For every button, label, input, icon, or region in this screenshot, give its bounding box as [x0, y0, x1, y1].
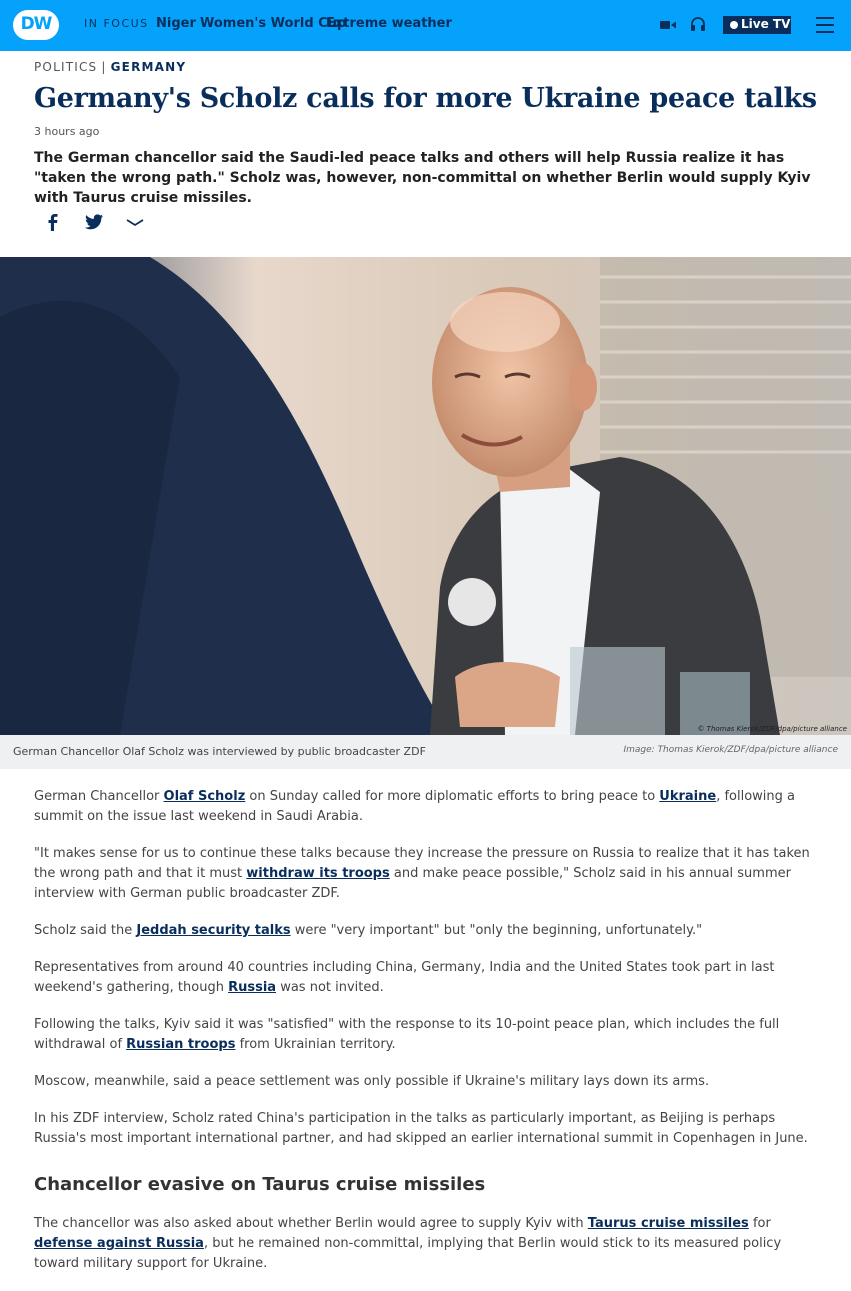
link-russia[interactable]: Russia — [228, 980, 277, 995]
link-defense-against-russia[interactable]: defense against Russia — [34, 1236, 204, 1251]
text-span: "It makes sense for us to continue these talks because they increase the pressure on Russia to realize that it has taken the wrong path and that it must — [34, 846, 810, 881]
facebook-icon[interactable] — [42, 212, 64, 232]
video-icon[interactable] — [660, 18, 676, 32]
text-span: , but he remained non-committal, implying that Berlin would stick to its measured policy toward military support for Ukraine. — [34, 1236, 782, 1271]
nav-link-womens-world-cup[interactable]: Women's World Cup — [200, 16, 347, 31]
link-withdraw-troops[interactable]: withdraw its troops — [246, 866, 390, 881]
dw-logo[interactable] — [13, 10, 59, 40]
body-paragraph-6: Moscow, meanwhile, said a peace settlement was only possible if Ukraine's military lays down its arms. — [34, 1074, 710, 1089]
link-russian-troops[interactable]: Russian troops — [126, 1037, 236, 1052]
text-span: from Ukrainian territory. — [235, 1037, 396, 1052]
article-kicker — [34, 60, 186, 74]
image-credit: Image: Thomas Kierok/ZDF/dpa/picture alliance — [623, 745, 838, 755]
body-paragraph-4 — [34, 958, 824, 998]
body-paragraph-3 — [34, 921, 824, 941]
text-span: on Sunday called for more diplomatic efforts to bring peace to — [245, 789, 660, 804]
link-jeddah-talks[interactable]: Jeddah security talks — [136, 923, 291, 938]
link-ukraine[interactable]: Ukraine — [659, 789, 717, 804]
link-taurus-missiles[interactable]: Taurus cruise missiles — [587, 1216, 749, 1231]
text-span: The chancellor was also asked about whether Berlin would agree to supply Kyiv with — [34, 1216, 588, 1231]
link-olaf-scholz[interactable]: Olaf Scholz — [163, 789, 246, 804]
hero-overlay-credit: © Thomas Kierok/ZDF/dpa/picture alliance — [697, 725, 847, 733]
text-span: , following a summit on the issue last weekend in Saudi Arabia. — [34, 789, 796, 824]
article-lead: The German chancellor said the Saudi-led peace talks and others will help Russia realize it has "taken the wrong path." Scholz was, however, non-committal on whether Berlin would supply Kyiv with Taurus cruise missiles. — [34, 150, 811, 206]
kicker-separator: | — [101, 60, 107, 74]
body-paragraph-2 — [34, 844, 824, 904]
hamburger-menu-icon[interactable] — [816, 17, 834, 33]
nav-link-niger[interactable]: Niger — [156, 16, 196, 31]
body-paragraph-5 — [34, 1015, 824, 1055]
live-tv-label: Live TV — [741, 17, 791, 31]
body-paragraph-8 — [34, 1214, 824, 1274]
hero-image — [0, 257, 851, 735]
section-subheading: Chancellor evasive on Taurus cruise missiles — [34, 1174, 486, 1195]
live-dot-icon — [730, 21, 738, 29]
text-span: Following the talks, Kyiv said it was "satisfied" with the response to its 10-point peace plan, which includes the full withdrawal of — [34, 1017, 780, 1052]
text-span: and make peace possible," Scholz said in his annual summer interview with German public broadcaster ZDF. — [34, 866, 791, 901]
text-span: were "very important" but "only the beginning, unfortunately." — [290, 923, 703, 938]
text-span: German Chancellor — [34, 789, 164, 804]
top-nav-bar — [0, 0, 851, 51]
live-tv-button[interactable] — [723, 16, 791, 34]
image-caption-bar — [0, 735, 851, 769]
article-headline: Germany's Scholz calls for more Ukraine peace talks — [34, 83, 817, 114]
body-paragraph-1 — [34, 787, 824, 827]
nav-link-extreme-weather[interactable]: Extreme weather — [326, 16, 452, 31]
image-caption: German Chancellor Olaf Scholz was interviewed by public broadcaster ZDF — [13, 745, 426, 758]
twitter-icon[interactable] — [83, 212, 105, 232]
body-paragraph-7: In his ZDF interview, Scholz rated China's participation in the talks as particularly important, as Beijing is perhaps Russia's most important international partner, and had skipped an earlier international summit in Copenhagen in June. — [34, 1111, 808, 1146]
text-span: for — [748, 1216, 771, 1231]
text-span: Representatives from around 40 countries including China, Germany, India and the United States took part in last weekend's gathering, though — [34, 960, 775, 995]
hero-photo — [0, 257, 851, 735]
article-body — [34, 787, 824, 1291]
article-timestamp: 3 hours ago — [34, 125, 100, 138]
region-link[interactable]: GERMANY — [110, 60, 187, 74]
headphones-icon[interactable] — [690, 16, 706, 32]
chevron-down-icon[interactable] — [124, 212, 146, 232]
category-label[interactable]: POLITICS — [34, 60, 98, 74]
text-span: Scholz said the — [34, 923, 137, 938]
text-span: was not invited. — [276, 980, 384, 995]
dw-logo-text: DW — [20, 14, 52, 34]
in-focus-label: IN FOCUS — [84, 17, 149, 30]
